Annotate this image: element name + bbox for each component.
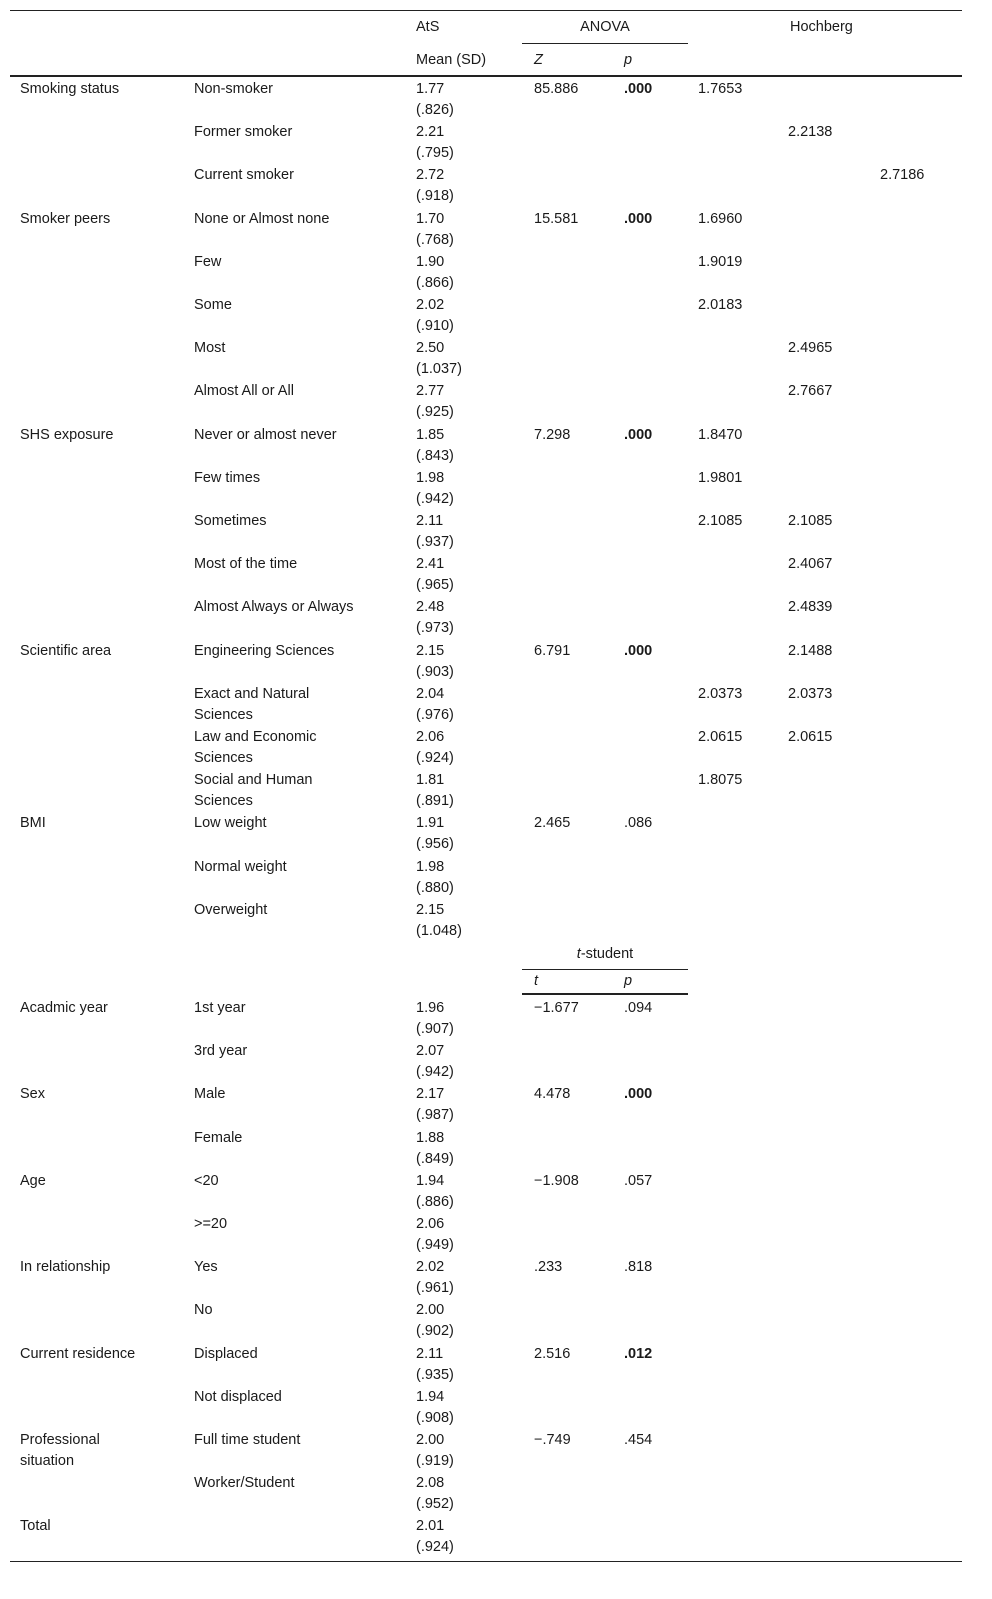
hochberg-subset-1: 1.9801: [698, 469, 743, 486]
p-value: .086: [624, 815, 653, 832]
sd-value: (.910): [416, 318, 454, 334]
category-label: 1st year: [194, 1000, 246, 1016]
sd-value: (.918): [416, 188, 454, 205]
category-label: Non-smoker: [194, 81, 273, 97]
hochberg-subset-1: 1.7653: [698, 81, 743, 97]
sd-value: (.924): [416, 750, 454, 766]
sd-value: (.952): [416, 1496, 454, 1513]
mean-value: 1.70: [416, 210, 445, 227]
mean-value: 1.96: [416, 1000, 445, 1016]
p-value: .000: [624, 81, 653, 97]
category-label: No: [194, 1302, 213, 1319]
group-label: Smoking status: [20, 81, 120, 97]
p-value: .000: [624, 210, 653, 227]
category-label: Social and Human: [194, 772, 313, 789]
category-label: Few: [194, 253, 222, 270]
p-value: .057: [624, 1172, 653, 1189]
category-label: Most: [194, 340, 226, 357]
category-label: Engineering Sciences: [194, 642, 335, 659]
group-label: Acadmic year: [20, 1000, 108, 1016]
hochberg-subset-2: 2.0615: [788, 729, 833, 745]
category-label: Low weight: [194, 815, 267, 832]
sd-value: (1.037): [416, 361, 462, 378]
category-label: Female: [194, 1129, 243, 1146]
hochberg-subset-1: 2.0183: [698, 297, 743, 313]
category-label: Sciences: [194, 750, 253, 766]
category-label: None or Almost none: [194, 210, 330, 227]
test-statistic: −1.677: [534, 1000, 579, 1016]
group-label: Total: [20, 1518, 51, 1535]
group-label: Professional: [20, 1432, 100, 1448]
mean-value: 2.06: [416, 1216, 445, 1232]
test-statistic: 2.465: [534, 815, 571, 832]
category-label: Almost Always or Always: [194, 599, 354, 616]
sd-value: (.826): [416, 102, 454, 118]
hochberg-subset-1: 1.9019: [698, 253, 743, 270]
category-label: Overweight: [194, 901, 268, 918]
category-label: Normal weight: [194, 858, 287, 875]
group-label: Sex: [20, 1086, 45, 1103]
mean-value: 1.91: [416, 815, 445, 832]
mean-value: 2.50: [416, 340, 445, 357]
mean-value: 2.00: [416, 1302, 445, 1319]
hochberg-subset-3: 2.7186: [880, 167, 925, 184]
category-label: Full time student: [194, 1432, 301, 1448]
category-label: Exact and Natural: [194, 685, 310, 702]
sd-value: (.924): [416, 1539, 454, 1556]
sd-value: (.891): [416, 793, 454, 810]
sd-value: (.956): [416, 836, 454, 853]
mean-value: 2.06: [416, 729, 445, 745]
col-header-p: p: [624, 52, 633, 68]
sd-value: (.942): [416, 1064, 454, 1081]
sd-value: (.866): [416, 274, 454, 291]
mean-value: 1.90: [416, 253, 445, 270]
hochberg-subset-2: 2.4067: [788, 556, 833, 573]
category-label: Some: [194, 297, 232, 313]
sd-value: (.976): [416, 706, 454, 723]
mean-value: 2.15: [416, 901, 445, 918]
mean-value: 1.81: [416, 772, 445, 789]
category-label: Sometimes: [194, 513, 267, 529]
sd-value: (.965): [416, 577, 454, 594]
sd-value: (.886): [416, 1193, 454, 1210]
mean-value: 2.41: [416, 556, 445, 573]
test-statistic: −1.908: [534, 1172, 579, 1189]
mean-value: 1.88: [416, 1129, 445, 1146]
sd-value: (.795): [416, 145, 454, 162]
category-label: Current smoker: [194, 167, 294, 184]
mean-value: 2.02: [416, 1259, 445, 1276]
category-label: Sciences: [194, 706, 253, 723]
category-label: Male: [194, 1086, 226, 1103]
category-label: Displaced: [194, 1345, 258, 1362]
category-label: Most of the time: [194, 556, 298, 573]
mean-value: 2.17: [416, 1086, 445, 1103]
sd-value: (.880): [416, 879, 454, 896]
mean-value: 2.77: [416, 383, 445, 400]
test-statistic: .233: [534, 1259, 563, 1276]
group-label: Scientific area: [20, 642, 112, 659]
mean-value: 2.72: [416, 167, 445, 184]
category-label: Few times: [194, 469, 261, 486]
group-label: SHS exposure: [20, 426, 114, 443]
test-statistic: 6.791: [534, 642, 571, 659]
test-statistic: 85.886: [534, 81, 579, 97]
group-label: situation: [20, 1453, 75, 1469]
test-statistic: 7.298: [534, 426, 571, 443]
tstudent-t: t: [576, 946, 581, 962]
sd-value: (.843): [416, 447, 454, 464]
hochberg-subset-1: 2.1085: [698, 513, 743, 529]
hochberg-subset-2: 2.4839: [788, 599, 833, 616]
tstudent-label: -student: [580, 946, 634, 962]
category-label: Law and Economic: [194, 729, 317, 745]
category-label: Not displaced: [194, 1388, 282, 1405]
hochberg-subset-1: 1.8470: [698, 426, 743, 443]
hochberg-subset-2: 2.0373: [788, 685, 833, 702]
test-statistic: 15.581: [534, 210, 579, 227]
tstudent-header: [522, 944, 688, 965]
group-label: Current residence: [20, 1345, 136, 1362]
group-label: In relationship: [20, 1259, 111, 1276]
sd-value: (.925): [416, 404, 454, 421]
table-bottom-rule: [10, 1561, 962, 1562]
mean-value: 2.00: [416, 1432, 445, 1448]
col-header-anova: ANOVA: [580, 19, 630, 35]
anova-underline: [522, 43, 688, 44]
col-header-p: p: [624, 973, 633, 989]
header-rule: [10, 75, 962, 77]
mean-value: 2.07: [416, 1043, 445, 1060]
mean-value: 1.98: [416, 858, 445, 875]
sd-value: (.903): [416, 663, 454, 680]
p-value: .000: [624, 642, 653, 659]
col-header-mean-sd: Mean (SD): [416, 52, 487, 68]
mean-value: 2.21: [416, 124, 445, 141]
hochberg-subset-1: 1.6960: [698, 210, 743, 227]
mean-value: 2.08: [416, 1475, 445, 1492]
hochberg-subset-2: 2.2138: [788, 124, 833, 141]
sd-value: (.849): [416, 1150, 454, 1167]
category-label: Almost All or All: [194, 383, 294, 400]
test-statistic: 4.478: [534, 1086, 571, 1103]
col-header-t: t: [534, 973, 539, 989]
hochberg-subset-1: 1.8075: [698, 772, 743, 789]
hochberg-subset-2: 2.4965: [788, 340, 833, 357]
mean-value: 1.94: [416, 1388, 445, 1405]
category-label: Worker/Student: [194, 1475, 295, 1492]
hochberg-subset-1: 2.0373: [698, 685, 743, 702]
mean-value: 2.04: [416, 685, 445, 702]
mean-value: 1.85: [416, 426, 445, 443]
hochberg-subset-2: 2.1488: [788, 642, 833, 659]
hochberg-subset-2: 2.1085: [788, 513, 833, 529]
sd-value: (.987): [416, 1107, 454, 1124]
sd-value: (.908): [416, 1409, 454, 1426]
test-statistic: −.749: [534, 1432, 571, 1448]
sd-value: (.973): [416, 620, 454, 637]
p-value: .000: [624, 426, 653, 443]
mean-value: 1.94: [416, 1172, 445, 1189]
test-statistic: 2.516: [534, 1345, 571, 1362]
tstudent-rule: [522, 993, 688, 995]
mean-value: 2.15: [416, 642, 445, 659]
mean-value: 1.77: [416, 81, 445, 97]
col-header-hochberg: Hochberg: [790, 19, 853, 35]
category-label: <20: [194, 1172, 219, 1189]
sd-value: (.935): [416, 1366, 454, 1383]
mean-value: 2.11: [416, 1345, 444, 1362]
mean-value: 1.98: [416, 469, 445, 486]
p-value: .454: [624, 1432, 653, 1448]
p-value: .000: [624, 1086, 653, 1103]
mean-value: 2.11: [416, 513, 444, 529]
category-label: >=20: [194, 1216, 228, 1232]
sd-value: (.902): [416, 1323, 454, 1340]
col-header-ats: AtS: [416, 19, 440, 35]
category-label: Yes: [194, 1259, 218, 1276]
sd-value: (.768): [416, 231, 454, 248]
category-label: 3rd year: [194, 1043, 248, 1060]
tstudent-underline: [522, 969, 688, 970]
category-label: Former smoker: [194, 124, 293, 141]
sd-value: (1.048): [416, 922, 462, 939]
category-label: Never or almost never: [194, 426, 337, 443]
sd-value: (.942): [416, 490, 454, 507]
mean-value: 2.48: [416, 599, 445, 616]
sd-value: (.907): [416, 1021, 454, 1037]
mean-value: 2.02: [416, 297, 445, 313]
group-label: Age: [20, 1172, 46, 1189]
group-label: Smoker peers: [20, 210, 111, 227]
p-value: .818: [624, 1259, 653, 1276]
results-table: [10, 10, 962, 1556]
sd-value: (.919): [416, 1453, 454, 1469]
group-label: BMI: [20, 815, 46, 832]
sd-value: (.937): [416, 534, 454, 550]
p-value: .094: [624, 1000, 653, 1016]
p-value: .012: [624, 1345, 653, 1362]
hochberg-subset-1: 2.0615: [698, 729, 743, 745]
category-label: Sciences: [194, 793, 253, 810]
sd-value: (.949): [416, 1237, 454, 1253]
mean-value: 2.01: [416, 1518, 445, 1535]
hochberg-subset-2: 2.7667: [788, 383, 833, 400]
sd-value: (.961): [416, 1280, 454, 1297]
col-header-z: Z: [534, 52, 543, 68]
